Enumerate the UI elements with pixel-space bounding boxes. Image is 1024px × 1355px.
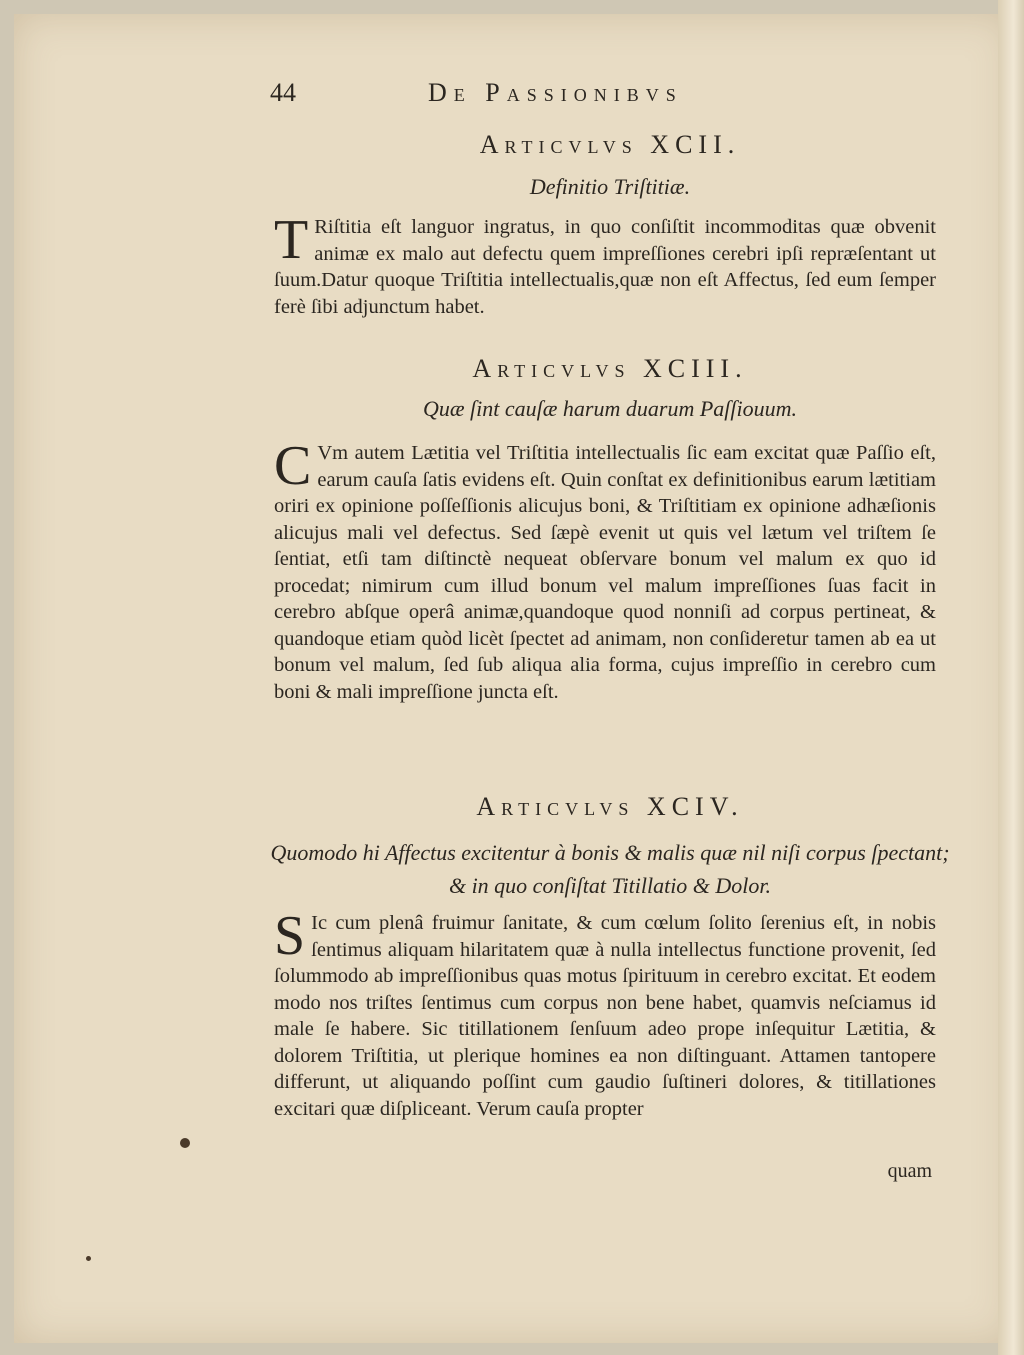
ink-spot [86, 1256, 91, 1261]
article-93-text: Vm autem Lætitia vel Triſtitia intellectualis ſic eam excitat quæ Paſſio eſt, earum cauſa ſatis evidens eſt. Quin conſtat ex definitionibus earum lætitiam oriri ex opinione poſſeſſionis alicujus boni, & Triſtitiam ex opinione adhæſionis alicujus mali vel defectus. Sed ſæpè evenit ut quis vel lætum vel triſtem ſe ſentiat, etſi tam diſtinctè nequeat obſervare bonum vel malum ex quo id procedat; nimirum cum illud bonum vel malum impreſſiones ſuas facit in cerebro abſque operâ animæ,quandoque quod nonniſi ad corpus pertineat, & quandoque etiam quòd licèt ſpectet ad animam, non conſideretur tamen ab ea ut bonum vel malum, ſed ſub aliqua alia forma, cujus impreſſio in cerebro cum boni & mali impreſſione juncta eſt. [274, 442, 936, 703]
article-93-title: Articvlvs XCIII. [472, 354, 748, 383]
article-94-body [274, 905, 936, 1122]
catchword: quam [887, 1160, 932, 1182]
drop-cap: S [274, 905, 306, 967]
article-94-subtitle: Quomodo hi Affectus excitentur à bonis & malis quæ nil niſi corpus ſpectant; & in quo conſiſtat Titillatio & Dolor. [270, 840, 950, 898]
running-title: De Passionibvs [428, 78, 683, 107]
article-92-subtitle: Definitio Triſtitiæ. [529, 174, 691, 199]
article-94-title: Articvlvs XCIV. [476, 792, 744, 821]
running-header [270, 78, 950, 112]
drop-cap: C [274, 435, 312, 497]
ink-spot [180, 1138, 190, 1148]
article-92-text: Riſtitia eſt languor ingratus, in quo conſiſtit incommoditas quæ obvenit animæ ex malo aut defectu quem impreſſiones cerebri ipſi repræſentant ut ſuum.Datur quoque Triſtitia intellectualis,quæ non eſt Affectus, ſed eum ſemper ferè ſibi adjunctum habet. [274, 216, 936, 318]
article-93-subtitle: Quæ ſint cauſæ harum duarum Paſſiouum. [422, 396, 797, 421]
article-94-text: Ic cum plenâ fruimur ſanitate, & cum cœlum ſolito ſerenius eſt, in nobis ſentimus aliquam hilaritatem quæ à nulla intellectus functione provenit, ſed ſolummodo ab impreſſionibus quas motus ſpirituum in cerebro excitat. Et eodem modo nos triſtes ſentimus cum corpus non bene habet, quamvis neſciamus id male ſe habere. Sic titillationem ſenſuum adeo prope inſequitur Lætitia, & dolorem Triſtitia, ut plerique homines ea non diſtinguant. Attamen tantopere differunt, ut aliquando poſſint cum gaudio ſuſtineri dolores, & titillationes excitari quæ diſpliceant. Verum cauſa propter [274, 912, 936, 1120]
page-number: 44 [270, 78, 296, 107]
drop-cap: T [274, 209, 309, 271]
article-92-body [274, 209, 936, 320]
article-92-title: Articvlvs XCII. [479, 130, 741, 159]
article-93-body [274, 435, 936, 705]
